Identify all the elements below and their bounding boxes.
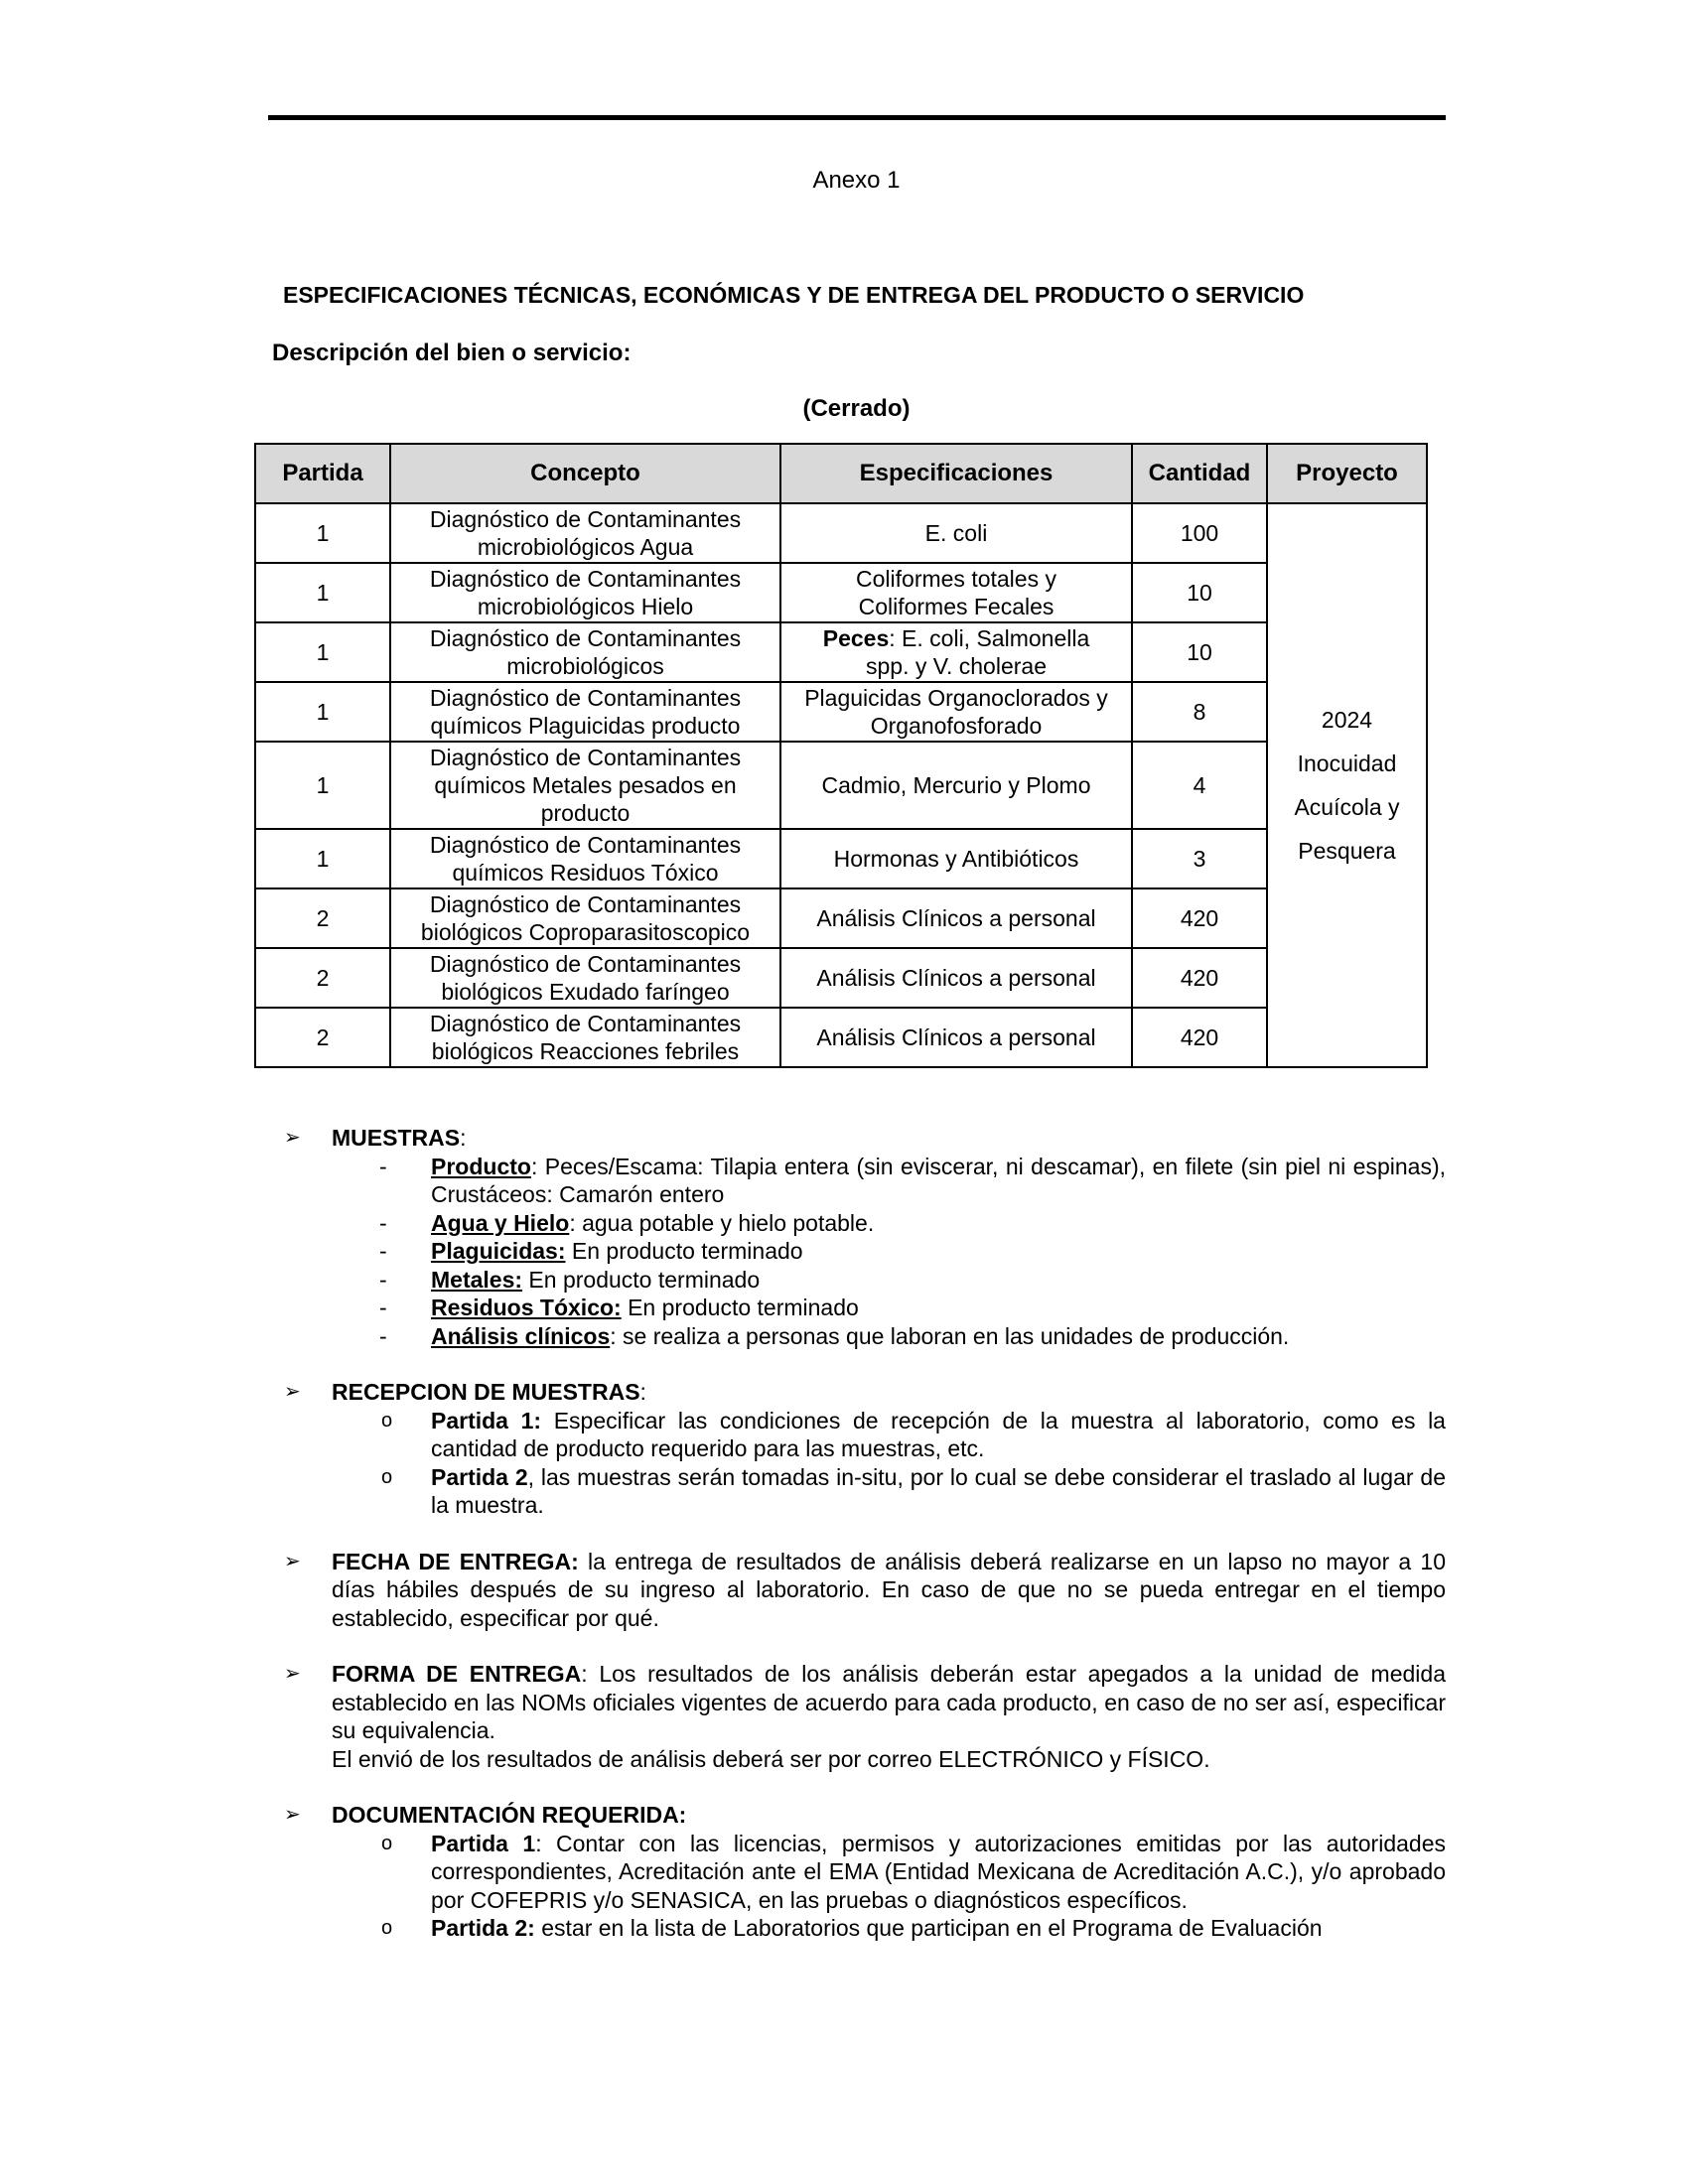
- dash-bullet: -: [379, 1322, 387, 1349]
- arrow-bullet-icon: ➢: [284, 1804, 301, 1826]
- item-label: Partida 2: [431, 1463, 528, 1490]
- table-row: [255, 1008, 1427, 1067]
- cell-partida: 1: [255, 829, 390, 888]
- annex-label: Anexo 1: [812, 167, 901, 194]
- cell-cantidad: 8: [1132, 682, 1267, 742]
- concepto-line: Diagnóstico de Contaminantes: [429, 506, 742, 532]
- header-especificaciones: Especificaciones: [780, 444, 1132, 503]
- item-text: Especificar las condiciones de recepción de la muestra al laboratorio, como es la cantidad de producto requerido para las muestras, etc.: [431, 1407, 1446, 1461]
- cell-especificaciones: [780, 503, 1132, 563]
- concepto-line: Diagnóstico de Contaminantes: [429, 745, 742, 770]
- muestras-heading: MUESTRAS: [332, 1125, 461, 1151]
- header-rule: [268, 115, 1446, 120]
- cell-concepto: [390, 742, 780, 829]
- concepto-line: químicos Metales pesados en: [434, 772, 737, 798]
- concepto-line: microbiológicos Hielo: [477, 594, 694, 619]
- table-row: [255, 742, 1427, 829]
- list-item: [278, 1153, 1446, 1209]
- list-item: [278, 1294, 1446, 1322]
- description-label: Descripción del bien o servicio:: [272, 340, 632, 366]
- muestras-section: [278, 1124, 1446, 1350]
- header-proyecto: Proyecto: [1267, 444, 1427, 503]
- item-label: Plaguicidas:: [431, 1238, 566, 1264]
- cell-especificaciones: [780, 1008, 1132, 1067]
- cell-partida: 1: [255, 622, 390, 682]
- cell-partida: 1: [255, 503, 390, 563]
- cell-concepto: [390, 682, 780, 742]
- concepto-line: Diagnóstico de Contaminantes: [429, 891, 742, 917]
- item-label: Producto: [431, 1153, 531, 1179]
- cell-cantidad: 4: [1132, 742, 1267, 829]
- table-row: [255, 503, 1427, 563]
- concepto-line: producto: [540, 800, 631, 826]
- fecha-section: [278, 1548, 1446, 1633]
- forma-text: : Los resultados de los análisis deberán estar apegados a la unidad de medida establecido en las NOMs oficiales vigentes de acuerdo para cada producto, en caso de no ser así, especificar su equivalencia.: [332, 1661, 1446, 1743]
- concepto-line: Diagnóstico de Contaminantes: [429, 685, 742, 711]
- dash-bullet: -: [379, 1153, 387, 1179]
- item-text: estar en la lista de Laboratorios que participan en el Programa de Evaluación: [534, 1915, 1323, 1941]
- concepto-line: químicos Residuos Tóxico: [452, 860, 719, 886]
- cell-concepto: [390, 948, 780, 1008]
- dash-bullet: -: [379, 1295, 387, 1320]
- circle-bullet: o: [381, 1832, 393, 1854]
- cell-cantidad: 420: [1132, 1008, 1267, 1067]
- list-item: [278, 1209, 1446, 1238]
- cell-partida: 2: [255, 948, 390, 1008]
- spec-line: spp. y V. cholerae: [866, 653, 1047, 679]
- list-item: [278, 1237, 1446, 1266]
- circle-bullet: o: [381, 1409, 393, 1432]
- table-row: [255, 563, 1427, 622]
- table-row: [255, 888, 1427, 948]
- circle-bullet: o: [381, 1465, 393, 1488]
- cell-especificaciones: [780, 829, 1132, 888]
- item-text: : Contar con las licencias, permisos y autorizaciones emitidas por las autoridades correspondientes, Acreditación ante el EMA (Entidad Mexicana de Acreditación A.C.), y/o aprobado por COFEPRIS y/o SENASICA, en las pruebas o diagnósticos específicos.: [431, 1830, 1446, 1913]
- cell-concepto: [390, 1008, 780, 1067]
- concepto-line: Diagnóstico de Contaminantes: [429, 1011, 742, 1036]
- dash-bullet: -: [379, 1238, 387, 1264]
- item-text: En producto terminado: [522, 1266, 761, 1293]
- concepto-line: microbiológicos: [506, 653, 664, 679]
- list-item: [278, 1914, 1446, 1943]
- concepto-line: Diagnóstico de Contaminantes: [429, 566, 742, 592]
- status-label: (Cerrado): [802, 395, 911, 422]
- item-label: Partida 1: [431, 1830, 536, 1856]
- proyecto-line: Inocuidad: [1297, 751, 1397, 776]
- arrow-bullet-icon: ➢: [284, 1127, 301, 1149]
- spec-line: Análisis Clínicos a personal: [816, 965, 1096, 991]
- item-text: : agua potable y hielo potable.: [569, 1209, 875, 1236]
- concepto-line: biológicos Exudado faríngeo: [441, 979, 730, 1005]
- section-heading: [332, 1378, 1446, 1407]
- table-row: [255, 622, 1427, 682]
- concepto-line: Diagnóstico de Contaminantes: [429, 951, 742, 977]
- cell-partida: 1: [255, 742, 390, 829]
- cell-especificaciones: [780, 888, 1132, 948]
- cell-concepto: [390, 503, 780, 563]
- fecha-text: la entrega de resultados de análisis deberá realizarse en un lapso no mayor a 10 días hábiles después de su ingreso al laboratorio. En caso de que no se pueda entregar en el tiempo establecido, especificar por qué.: [332, 1548, 1446, 1631]
- requirements-sections: [278, 1124, 1446, 1971]
- cell-cantidad: 3: [1132, 829, 1267, 888]
- concepto-line: Diagnóstico de Contaminantes: [429, 625, 742, 651]
- cell-partida: 1: [255, 682, 390, 742]
- cell-especificaciones: [780, 948, 1132, 1008]
- concepto-line: biológicos Reacciones febriles: [431, 1038, 740, 1064]
- cell-cantidad: 420: [1132, 888, 1267, 948]
- arrow-bullet-icon: ➢: [284, 1550, 301, 1572]
- cell-especificaciones: [780, 742, 1132, 829]
- cell-proyecto: [1267, 503, 1427, 1067]
- forma-text-2: El envió de los resultados de análisis deberá ser por correo ELECTRÓNICO y FÍSICO.: [332, 1745, 1210, 1772]
- fecha-heading: FECHA DE ENTREGA:: [332, 1548, 579, 1574]
- spec-text: : E. coli, Salmonella: [889, 625, 1090, 651]
- forma-heading: FORMA DE ENTREGA: [332, 1661, 582, 1687]
- spec-line: [785, 624, 1127, 652]
- list-item: [278, 1463, 1446, 1520]
- heading-suffix: :: [639, 1379, 646, 1405]
- cell-especificaciones: [780, 563, 1132, 622]
- documentacion-heading: DOCUMENTACIÓN REQUERIDA:: [332, 1802, 687, 1828]
- cell-partida: 1: [255, 563, 390, 622]
- proyecto-line: Acuícola y: [1294, 794, 1400, 820]
- recepcion-section: [278, 1378, 1446, 1520]
- cell-especificaciones: [780, 682, 1132, 742]
- item-label: Residuos Tóxico:: [431, 1295, 622, 1320]
- list-item: [278, 1407, 1446, 1463]
- arrow-bullet-icon: ➢: [284, 1381, 301, 1403]
- proyecto-line: 2024: [1321, 707, 1373, 733]
- spec-line: Hormonas y Antibióticos: [833, 846, 1079, 872]
- item-text: : Peces/Escama: Tilapia entera (sin eviscerar, ni descamar), en filete (sin piel ni espinas), Crustáceos: Camarón entero: [431, 1153, 1446, 1207]
- document-title: ESPECIFICACIONES TÉCNICAS, ECONÓMICAS Y DE ENTREGA DEL PRODUCTO O SERVICIO: [283, 282, 1305, 308]
- concepto-line: biológicos Coproparasitoscopico: [420, 919, 751, 945]
- spec-line: Cadmio, Mercurio y Plomo: [821, 772, 1091, 798]
- list-item: [278, 1322, 1446, 1351]
- cell-concepto: [390, 622, 780, 682]
- concepto-line: microbiológicos Agua: [477, 534, 694, 560]
- list-item: [278, 1830, 1446, 1915]
- arrow-bullet-icon: ➢: [284, 1663, 301, 1685]
- specifications-table: [254, 443, 1428, 1068]
- cell-concepto: [390, 563, 780, 622]
- cell-cantidad: 420: [1132, 948, 1267, 1008]
- concepto-line: Diagnóstico de Contaminantes: [429, 832, 742, 858]
- table-row: [255, 682, 1427, 742]
- item-label: Metales:: [431, 1266, 523, 1293]
- heading-suffix: :: [460, 1125, 467, 1151]
- header-partida: Partida: [255, 444, 390, 503]
- recepcion-heading: RECEPCION DE MUESTRAS: [332, 1379, 640, 1405]
- cell-cantidad: 100: [1132, 503, 1267, 563]
- spec-bold: Peces: [822, 625, 890, 651]
- forma-section: [278, 1660, 1446, 1773]
- item-text: En producto terminado: [621, 1295, 859, 1320]
- spec-line: Análisis Clínicos a personal: [816, 1024, 1096, 1050]
- header-concepto: Concepto: [390, 444, 780, 503]
- concepto-line: químicos Plaguicidas producto: [430, 713, 741, 739]
- cell-concepto: [390, 829, 780, 888]
- spec-line: Coliformes Fecales: [858, 594, 1055, 619]
- cell-especificaciones: [780, 622, 1132, 682]
- dash-bullet: -: [379, 1266, 387, 1293]
- spec-line: Organofosforado: [870, 713, 1043, 739]
- item-label: Partida 2:: [431, 1915, 535, 1941]
- table-row: [255, 948, 1427, 1008]
- cell-concepto: [390, 888, 780, 948]
- dash-bullet: -: [379, 1209, 387, 1236]
- spec-line: Análisis Clínicos a personal: [816, 905, 1096, 931]
- circle-bullet: o: [381, 1917, 393, 1939]
- spec-line: E. coli: [924, 520, 988, 546]
- cell-partida: 2: [255, 1008, 390, 1067]
- list-item: [278, 1266, 1446, 1295]
- table-row: [255, 829, 1427, 888]
- cell-partida: 2: [255, 888, 390, 948]
- item-label: Agua y Hielo: [431, 1209, 570, 1236]
- header-cantidad: Cantidad: [1132, 444, 1267, 503]
- documentacion-section: [278, 1801, 1446, 1943]
- item-text: : se realiza a personas que laboran en las unidades de producción.: [610, 1322, 1290, 1349]
- cell-cantidad: 10: [1132, 563, 1267, 622]
- section-heading: [332, 1124, 1446, 1153]
- item-text: En producto terminado: [565, 1238, 803, 1264]
- table-header-row: [255, 444, 1427, 503]
- item-text: , las muestras serán tomadas in-situ, por lo cual se debe considerar el traslado al lugar de la muestra.: [431, 1463, 1446, 1518]
- item-label: Análisis clínicos: [431, 1322, 611, 1349]
- proyecto-line: Pesquera: [1298, 838, 1396, 864]
- item-label: Partida 1:: [431, 1407, 542, 1433]
- spec-line: Plaguicidas Organoclorados y: [804, 685, 1108, 711]
- spec-line: Coliformes totales y: [856, 566, 1056, 592]
- cell-cantidad: 10: [1132, 622, 1267, 682]
